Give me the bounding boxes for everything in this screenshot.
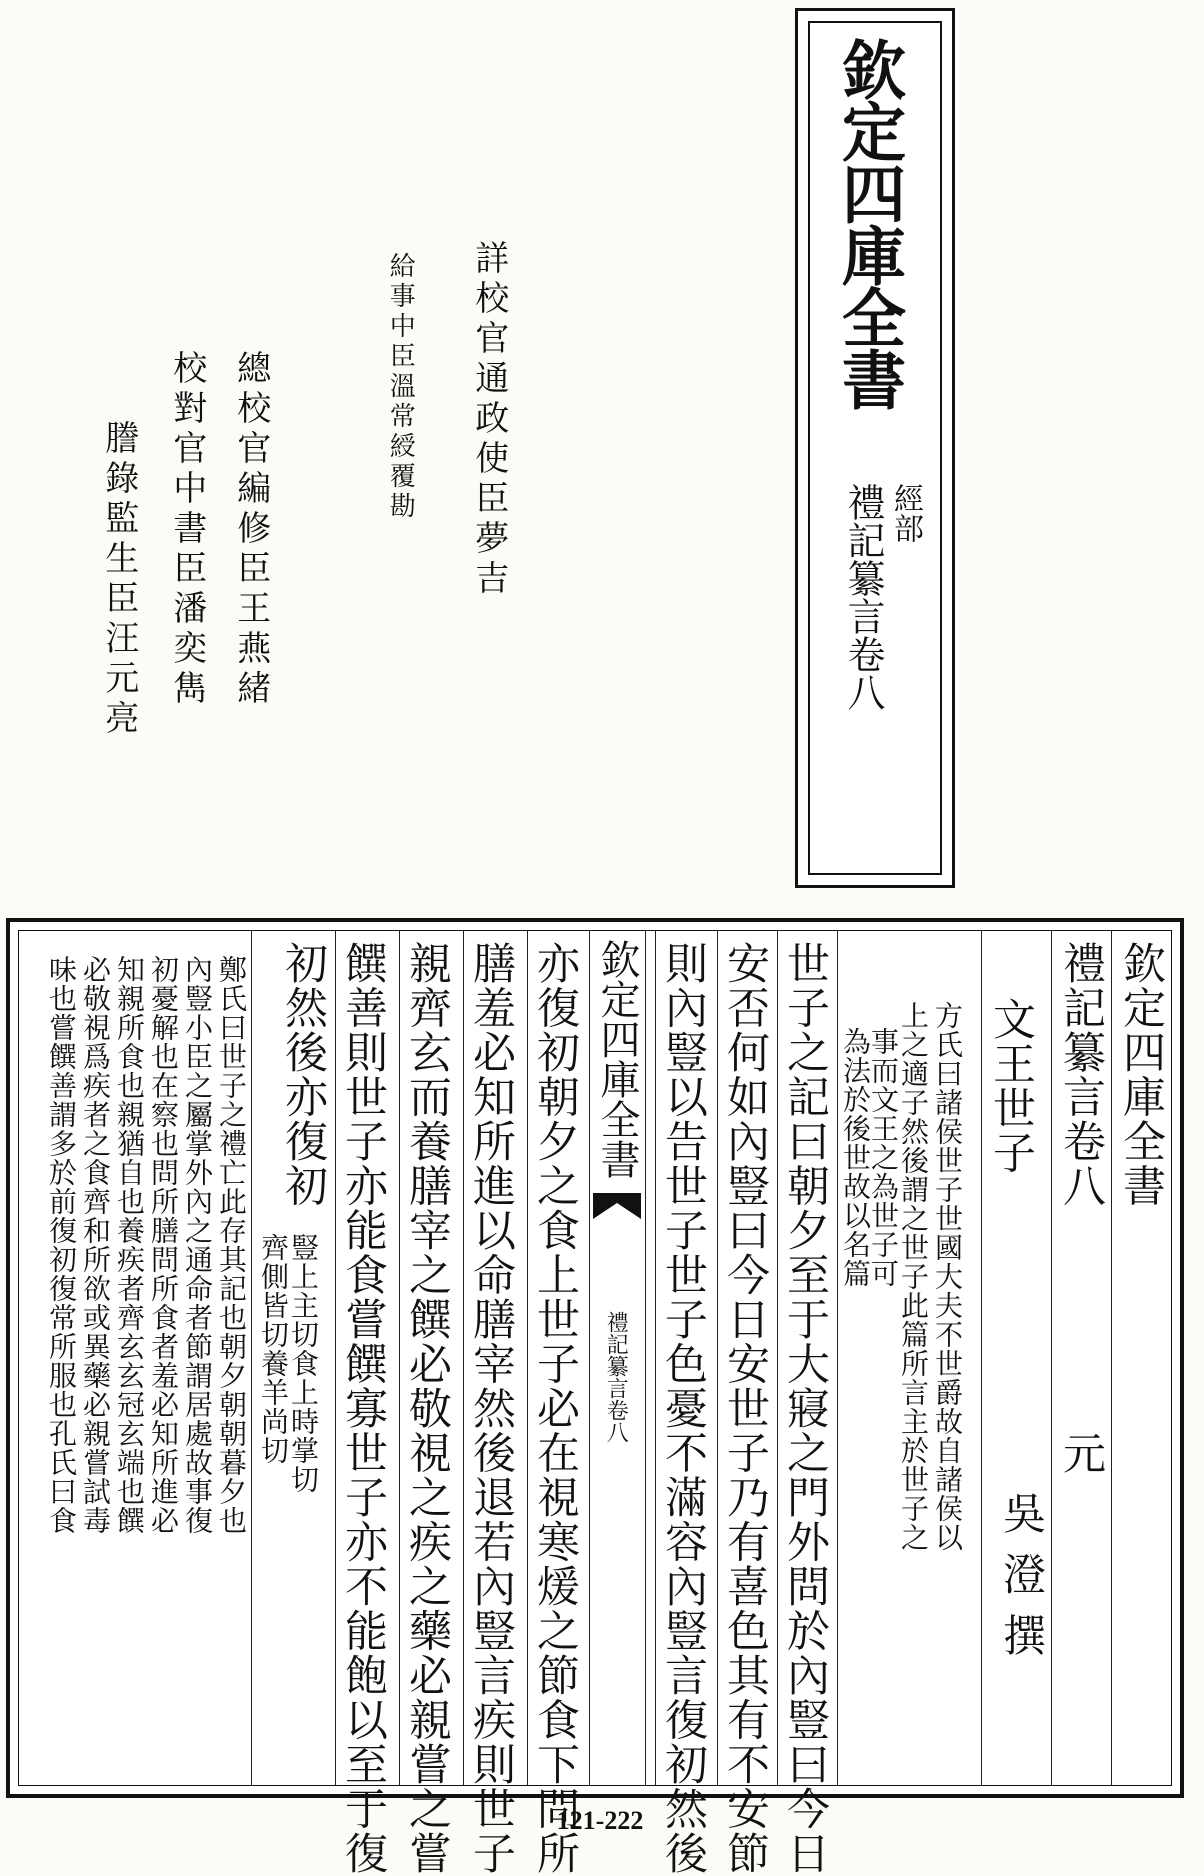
credit-chief-editor: 總校官編修臣王燕緒 xyxy=(230,350,271,710)
credit-copyist: 謄錄監生臣汪元亮 xyxy=(98,420,139,740)
commentary-line: 為法於後世故以名篇 xyxy=(839,1027,872,1288)
gutter-header: 欽定四庫全書 xyxy=(594,939,640,1179)
commentary-line: 事而文王之為世子可 xyxy=(867,1027,900,1288)
column-rule xyxy=(463,931,464,1785)
commentary-line: 方氏曰諸侯世子世國大夫不世爵故自諸侯以 xyxy=(931,1001,964,1552)
column-rule xyxy=(981,931,982,1785)
book-title: 禮記纂言卷八 xyxy=(1056,941,1106,1208)
inline-note-line: 齊側皆切養羊尚切 xyxy=(257,1233,290,1465)
commentary-line: 知親所食也親猶自也養疾者齊玄玄冠玄端也饌 xyxy=(113,955,146,1535)
column-rule xyxy=(645,931,646,1785)
book-volume-title: 禮記纂言卷八 xyxy=(841,483,885,711)
column-rule xyxy=(1051,931,1052,1785)
main-text-line: 親齊玄而養膳宰之饌必敬視之疾之藥必親嘗之嘗 xyxy=(402,941,452,1876)
credit-proofer-2: 給事中臣溫常綬覆勘 xyxy=(385,252,416,522)
column-rule xyxy=(527,931,528,1785)
main-text-line: 世子之記曰朝夕至于大寢之門外問於內豎曰今日 xyxy=(780,941,830,1876)
credit-collator: 校對官中書臣潘奕雋 xyxy=(166,350,207,710)
commentary-line: 必敬視爲疾者之食齊和所欲或異藥必親嘗試毒 xyxy=(79,955,112,1535)
commentary-line: 味也嘗饌善謂多於前復初復常所服也孔氏曰食 xyxy=(45,955,78,1535)
author-name: 吳澄撰 xyxy=(996,1491,1046,1674)
column-rule xyxy=(655,931,656,1785)
main-text-line: 安否何如內豎曰今日安世子乃有喜色其有不安節 xyxy=(720,941,770,1876)
column-rule xyxy=(777,931,778,1785)
collection-title: 欽定四庫全書 xyxy=(831,37,906,409)
fishtail-mark-icon xyxy=(593,1193,641,1219)
column-rule xyxy=(717,931,718,1785)
center-gutter xyxy=(589,931,645,1785)
commentary-line: 內豎小臣之屬掌外內之通命者節謂居處故事復 xyxy=(181,955,214,1535)
author-dynasty: 元 xyxy=(1056,1431,1106,1476)
page-header: 欽定四庫全書 xyxy=(1116,941,1166,1208)
main-text-line: 饌善則世子亦能食嘗饌寡世子亦不能飽以至于復 xyxy=(338,941,388,1876)
main-text-line: 亦復初朝夕之食上世子必在視寒煖之節食下問所 xyxy=(530,941,580,1876)
main-text-line: 則內豎以告世子世子色憂不滿容內豎言復初然後 xyxy=(658,941,708,1876)
credit-proofer-1: 詳校官通政使臣夢吉 xyxy=(468,240,509,600)
column-rule xyxy=(335,931,336,1785)
section-label: 經部 xyxy=(888,483,923,543)
title-slip-frame xyxy=(808,21,942,875)
commentary-line: 初憂解也在察也問所膳問所食者羞必知所進必 xyxy=(147,955,180,1535)
commentary-line: 鄭氏曰世子之禮亡此存其記也朝夕朝朝暮夕也 xyxy=(215,955,248,1535)
commentary-line: 上之適子然後謂之世子此篇所言主於世子之 xyxy=(897,1001,930,1552)
chapter-title: 文王世子 xyxy=(986,997,1036,1175)
title-slip xyxy=(795,8,955,888)
column-rule xyxy=(251,931,252,1785)
main-text-line: 膳羞必知所進以命膳宰然後退若內豎言疾則世子 xyxy=(466,941,516,1876)
gutter-book-label: 禮記纂言卷八 xyxy=(603,1311,629,1443)
inline-note-line: 豎上主切食上時掌切 xyxy=(287,1233,320,1494)
page-number: 121-222 xyxy=(556,1806,644,1835)
column-rule xyxy=(1111,931,1112,1785)
column-rule xyxy=(399,931,400,1785)
main-text-line: 初然後亦復初 xyxy=(278,941,328,1208)
column-rule xyxy=(837,931,838,1785)
